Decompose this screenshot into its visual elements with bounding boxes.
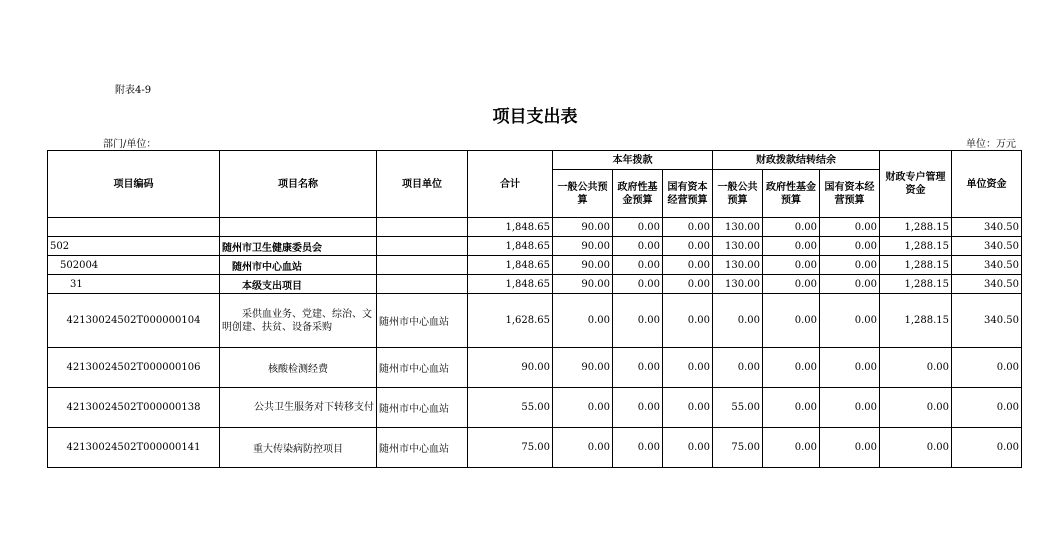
cell-value: 0.00 <box>663 388 713 428</box>
cell-code: 42130024502T000000106 <box>48 348 220 388</box>
cell-value: 1,288.15 <box>880 294 952 348</box>
cell-name: 随州市中心血站 <box>220 256 377 275</box>
table-row <box>48 218 1022 237</box>
cell-value: 0.00 <box>880 348 952 388</box>
cell-value: 0.00 <box>553 294 613 348</box>
cell-value: 0.00 <box>663 218 713 237</box>
cell-value: 0.00 <box>553 428 613 468</box>
cell-value: 0.00 <box>820 428 880 468</box>
cell-code: 42130024502T000000104 <box>48 294 220 348</box>
cell-value: 0.00 <box>613 348 663 388</box>
cell-value: 0.00 <box>613 294 663 348</box>
cell-value: 0.00 <box>763 275 820 294</box>
cell-total: 1,848.65 <box>468 237 553 256</box>
annex-label: 附表4-9 <box>115 85 152 96</box>
cell-total: 1,848.65 <box>468 218 553 237</box>
unit-label: 单位：万元 <box>966 139 1016 150</box>
cell-value: 0.00 <box>820 388 880 428</box>
cell-name: 随州市卫生健康委员会 <box>220 237 377 256</box>
header-unit: 项目单位 <box>377 151 468 218</box>
cell-value: 0.00 <box>613 256 663 275</box>
cell-value: 340.50 <box>952 256 1022 275</box>
page-title: 项目支出表 <box>492 107 578 127</box>
header-carryover-general: 一般公共预算 <box>713 170 763 218</box>
cell-value: 90.00 <box>553 275 613 294</box>
cell-value: 0.00 <box>613 428 663 468</box>
header-special-account: 财政专户管理资金 <box>880 151 952 218</box>
header-total: 合计 <box>468 151 553 218</box>
cell-total: 90.00 <box>468 348 553 388</box>
cell-value: 1,288.15 <box>880 218 952 237</box>
cell-value: 0.00 <box>663 275 713 294</box>
cell-name: 公共卫生服务对下转移支付 <box>220 388 377 428</box>
cell-unit: 随州市中心血站 <box>377 294 468 348</box>
cell-unit <box>377 275 468 294</box>
cell-value: 0.00 <box>713 348 763 388</box>
cell-unit: 随州市中心血站 <box>377 428 468 468</box>
department-label: 部门/单位： <box>103 139 157 150</box>
cell-code: 31 <box>48 275 220 294</box>
cell-name <box>220 218 377 237</box>
cell-value: 130.00 <box>713 237 763 256</box>
cell-value: 90.00 <box>553 218 613 237</box>
cell-value: 0.00 <box>763 237 820 256</box>
cell-value: 0.00 <box>763 348 820 388</box>
cell-unit <box>377 218 468 237</box>
cell-value: 0.00 <box>663 256 713 275</box>
cell-value: 0.00 <box>613 388 663 428</box>
cell-value: 340.50 <box>952 218 1022 237</box>
cell-value: 340.50 <box>952 275 1022 294</box>
cell-value: 340.50 <box>952 294 1022 348</box>
table-row <box>48 294 1022 348</box>
cell-value: 0.00 <box>763 428 820 468</box>
cell-value: 0.00 <box>553 388 613 428</box>
cell-unit <box>377 237 468 256</box>
project-expenditure-table <box>47 150 1022 468</box>
cell-value: 0.00 <box>820 348 880 388</box>
cell-value: 0.00 <box>613 275 663 294</box>
cell-value: 0.00 <box>952 388 1022 428</box>
cell-value: 0.00 <box>820 256 880 275</box>
cell-code <box>48 218 220 237</box>
cell-value: 1,288.15 <box>880 256 952 275</box>
cell-value: 340.50 <box>952 237 1022 256</box>
header-code: 项目编码 <box>48 151 220 218</box>
header-current-year: 本年拨款 <box>553 151 713 170</box>
cell-value: 0.00 <box>820 218 880 237</box>
cell-value: 1,288.15 <box>880 275 952 294</box>
cell-value: 130.00 <box>713 275 763 294</box>
cell-total: 1,848.65 <box>468 256 553 275</box>
cell-unit: 随州市中心血站 <box>377 388 468 428</box>
header-general-budget: 一般公共预算 <box>553 170 613 218</box>
header-carryover-fund: 政府性基金预算 <box>763 170 820 218</box>
table-row <box>48 348 1022 388</box>
cell-unit <box>377 256 468 275</box>
cell-name: 本级支出项目 <box>220 275 377 294</box>
cell-code: 42130024502T000000141 <box>48 428 220 468</box>
header-carryover: 财政拨款结转结余 <box>713 151 880 170</box>
table-row <box>48 275 1022 294</box>
table-row <box>48 256 1022 275</box>
cell-value: 0.00 <box>613 218 663 237</box>
cell-name: 采供血业务、党建、综治、文明创建、扶贫、设备采购 <box>220 294 377 348</box>
cell-value: 55.00 <box>713 388 763 428</box>
cell-value: 0.00 <box>952 428 1022 468</box>
cell-value: 75.00 <box>713 428 763 468</box>
header-state-capital-budget: 国有资本经营预算 <box>663 170 713 218</box>
cell-code: 42130024502T000000138 <box>48 388 220 428</box>
cell-value: 130.00 <box>713 256 763 275</box>
cell-value: 0.00 <box>663 428 713 468</box>
cell-value: 0.00 <box>952 348 1022 388</box>
cell-total: 75.00 <box>468 428 553 468</box>
cell-value: 0.00 <box>820 275 880 294</box>
table-row <box>48 388 1022 428</box>
cell-total: 55.00 <box>468 388 553 428</box>
header-carryover-state-capital: 国有资本经营预算 <box>820 170 880 218</box>
cell-total: 1,628.65 <box>468 294 553 348</box>
cell-total: 1,848.65 <box>468 275 553 294</box>
cell-name: 核酸检测经费 <box>220 348 377 388</box>
cell-value: 90.00 <box>553 237 613 256</box>
cell-value: 0.00 <box>763 218 820 237</box>
table-row <box>48 428 1022 468</box>
cell-value: 130.00 <box>713 218 763 237</box>
cell-value: 0.00 <box>763 294 820 348</box>
header-own-funds: 单位资金 <box>952 151 1022 218</box>
cell-value: 0.00 <box>663 348 713 388</box>
cell-code: 502 <box>48 237 220 256</box>
table-row <box>48 237 1022 256</box>
cell-unit: 随州市中心血站 <box>377 348 468 388</box>
cell-value: 0.00 <box>880 428 952 468</box>
cell-name: 重大传染病防控项目 <box>220 428 377 468</box>
header-name: 项目名称 <box>220 151 377 218</box>
cell-value: 0.00 <box>663 294 713 348</box>
cell-value: 0.00 <box>820 294 880 348</box>
cell-value: 90.00 <box>553 348 613 388</box>
cell-value: 0.00 <box>663 237 713 256</box>
cell-value: 0.00 <box>763 388 820 428</box>
cell-code: 502004 <box>48 256 220 275</box>
cell-value: 90.00 <box>553 256 613 275</box>
cell-value: 0.00 <box>763 256 820 275</box>
header-fund-budget: 政府性基金预算 <box>613 170 663 218</box>
cell-value: 1,288.15 <box>880 237 952 256</box>
cell-value: 0.00 <box>820 237 880 256</box>
cell-value: 0.00 <box>713 294 763 348</box>
cell-value: 0.00 <box>880 388 952 428</box>
cell-value: 0.00 <box>613 237 663 256</box>
